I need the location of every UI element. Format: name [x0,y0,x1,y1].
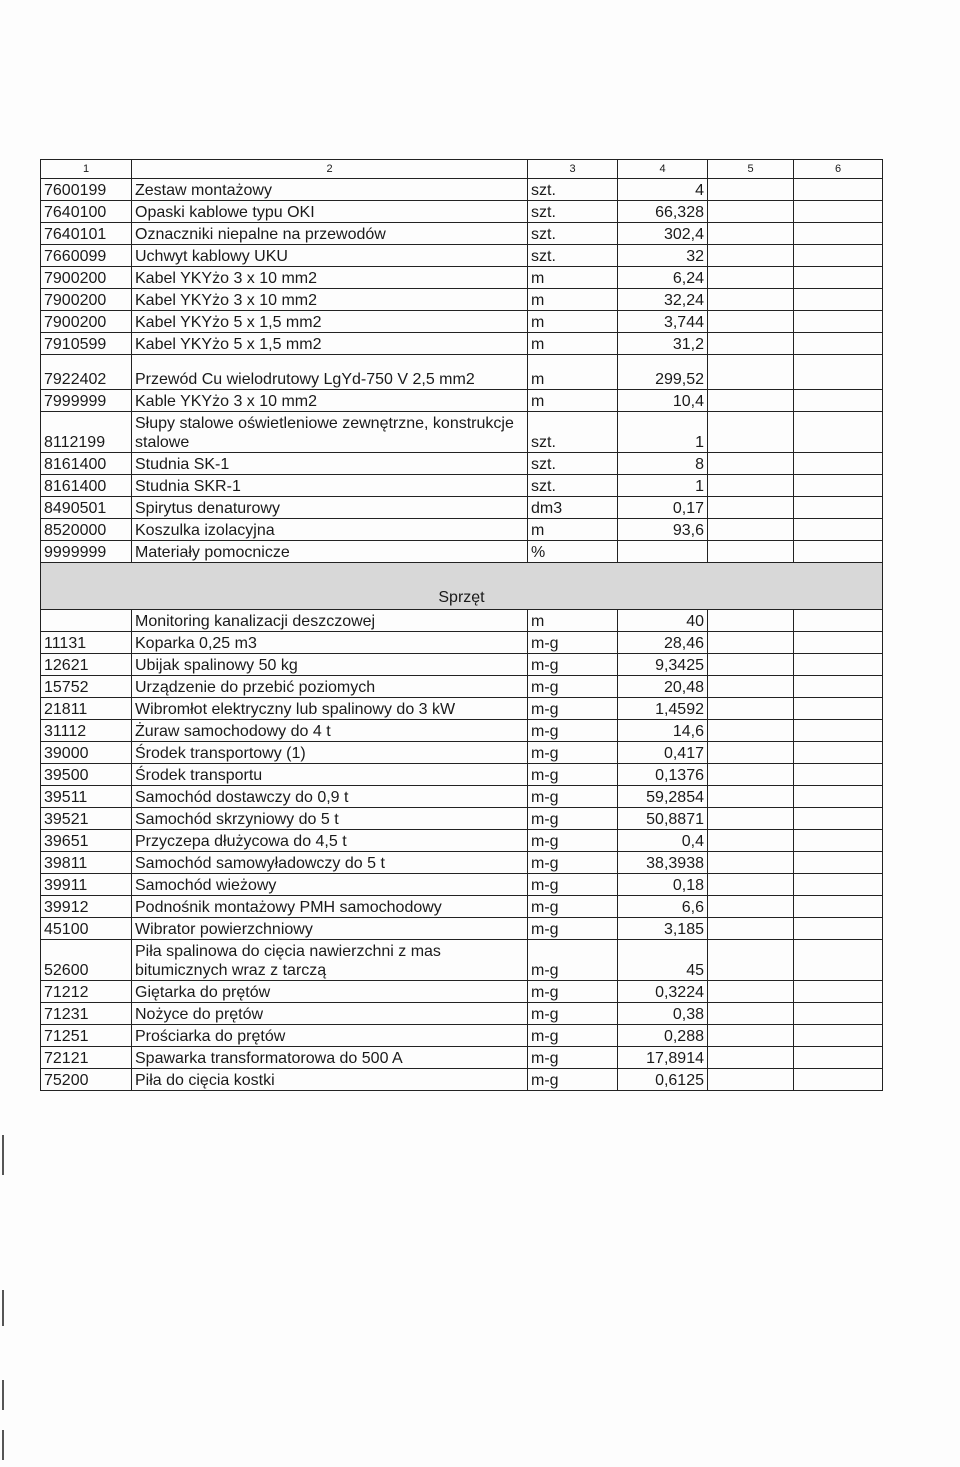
item-unit: m-g [528,852,618,874]
empty-cell [708,896,794,918]
item-unit: m-g [528,764,618,786]
column-number: 4 [618,160,708,179]
item-name: Wibromłot elektryczny lub spalinowy do 3 kW [132,698,528,720]
item-code: 75200 [41,1069,132,1091]
empty-cell [708,497,794,519]
item-name: Spawarka transformatorowa do 500 A [132,1047,528,1069]
item-quantity: 6,24 [618,267,708,289]
item-name: Oznaczniki niepalne na przewodów [132,223,528,245]
empty-cell [794,179,883,201]
item-unit: m-g [528,981,618,1003]
empty-cell [794,245,883,267]
empty-cell [708,940,794,981]
item-code: 9999999 [41,541,132,563]
empty-cell [794,1069,883,1091]
item-unit: m-g [528,874,618,896]
item-quantity: 45 [618,940,708,981]
item-unit: % [528,541,618,563]
table-row [41,1047,883,1069]
empty-cell [794,698,883,720]
empty-cell [708,1025,794,1047]
item-unit: m-g [528,918,618,940]
table-row [41,541,883,563]
item-unit: m-g [528,1003,618,1025]
column-number: 1 [41,160,132,179]
item-quantity: 3,185 [618,918,708,940]
empty-cell [794,808,883,830]
item-code: 72121 [41,1047,132,1069]
item-unit: m [528,333,618,355]
item-name: Ubijak spalinowy 50 kg [132,654,528,676]
item-name: Monitoring kanalizacji deszczowej [132,610,528,632]
column-number: 3 [528,160,618,179]
item-code: 39911 [41,874,132,896]
table-row [41,1025,883,1047]
item-quantity: 1 [618,475,708,497]
section-title: Sprzęt [41,563,883,610]
item-unit: m-g [528,896,618,918]
table-row [41,311,883,333]
empty-cell [708,742,794,764]
item-code: 7640101 [41,223,132,245]
empty-cell [794,333,883,355]
item-code: 7900200 [41,289,132,311]
table-row [41,610,883,632]
item-code: 71212 [41,981,132,1003]
empty-cell [708,453,794,475]
table-row [41,223,883,245]
empty-cell [708,267,794,289]
item-unit: szt. [528,179,618,201]
item-quantity: 4 [618,179,708,201]
item-name: Samochód dostawczy do 0,9 t [132,786,528,808]
table-row [41,918,883,940]
item-unit: szt. [528,223,618,245]
item-quantity: 20,48 [618,676,708,698]
empty-cell [708,1069,794,1091]
item-quantity: 0,1376 [618,764,708,786]
item-quantity: 8 [618,453,708,475]
item-quantity: 38,3938 [618,852,708,874]
table-row [41,830,883,852]
table-row [41,519,883,541]
table-row [41,981,883,1003]
empty-cell [794,981,883,1003]
item-code: 12621 [41,654,132,676]
empty-cell [794,453,883,475]
empty-cell [794,412,883,453]
table-row [41,632,883,654]
empty-cell [794,676,883,698]
item-unit: szt. [528,412,618,453]
empty-cell [708,541,794,563]
empty-cell [708,874,794,896]
item-quantity: 10,4 [618,390,708,412]
empty-cell [708,786,794,808]
item-unit: m-g [528,698,618,720]
item-name: Urządzenie do przebić poziomych [132,676,528,698]
scan-edge-mark [2,1135,4,1175]
table-row [41,453,883,475]
table-row [41,874,883,896]
empty-cell [708,245,794,267]
empty-cell [708,808,794,830]
item-code: 7910599 [41,333,132,355]
empty-cell [708,981,794,1003]
item-quantity: 59,2854 [618,786,708,808]
empty-cell [794,852,883,874]
item-code: 71231 [41,1003,132,1025]
item-quantity: 6,6 [618,896,708,918]
item-unit: m-g [528,1069,618,1091]
item-code: 39912 [41,896,132,918]
item-code: 39651 [41,830,132,852]
empty-cell [794,201,883,223]
empty-cell [794,1003,883,1025]
item-name: Przyczepa dłużycowa do 4,5 t [132,830,528,852]
item-unit: m-g [528,720,618,742]
column-number: 2 [132,160,528,179]
empty-cell [794,632,883,654]
empty-cell [708,698,794,720]
empty-cell [794,267,883,289]
item-code: 39000 [41,742,132,764]
item-code: 39811 [41,852,132,874]
item-unit: m [528,610,618,632]
item-name: Środek transportowy (1) [132,742,528,764]
item-unit: m-g [528,830,618,852]
empty-cell [708,610,794,632]
empty-cell [708,830,794,852]
item-unit: m [528,289,618,311]
item-name: Kabel YKYżo 3 x 10 mm2 [132,267,528,289]
item-unit: dm3 [528,497,618,519]
item-name: Uchwyt kablowy UKU [132,245,528,267]
item-quantity: 40 [618,610,708,632]
item-code: 52600 [41,940,132,981]
empty-cell [708,223,794,245]
item-code: 39511 [41,786,132,808]
item-quantity: 31,2 [618,333,708,355]
item-name: Samochód skrzyniowy do 5 t [132,808,528,830]
item-unit: m-g [528,676,618,698]
table-row [41,698,883,720]
item-code [41,610,132,632]
item-code: 7660099 [41,245,132,267]
table-row [41,786,883,808]
item-name: Studnia SKR-1 [132,475,528,497]
item-unit: m [528,311,618,333]
table-row [41,676,883,698]
empty-cell [708,1047,794,1069]
item-unit: szt. [528,201,618,223]
item-quantity: 14,6 [618,720,708,742]
item-name: Wibrator powierzchniowy [132,918,528,940]
empty-cell [794,1025,883,1047]
column-number: 6 [794,160,883,179]
empty-cell [794,786,883,808]
empty-cell [794,289,883,311]
item-quantity: 0,288 [618,1025,708,1047]
table-row [41,1069,883,1091]
item-quantity: 32 [618,245,708,267]
empty-cell [794,742,883,764]
item-unit: m-g [528,1047,618,1069]
table-row [41,289,883,311]
empty-cell [708,720,794,742]
item-code: 7600199 [41,179,132,201]
empty-cell [708,918,794,940]
empty-cell [708,519,794,541]
item-code: 7640100 [41,201,132,223]
empty-cell [794,311,883,333]
item-unit: szt. [528,475,618,497]
empty-cell [708,289,794,311]
empty-cell [794,541,883,563]
item-name: Prościarka do prętów [132,1025,528,1047]
empty-cell [708,654,794,676]
item-quantity: 0,3224 [618,981,708,1003]
item-name: Kabel YKYżo 5 x 1,5 mm2 [132,333,528,355]
column-number: 5 [708,160,794,179]
item-quantity [618,541,708,563]
table-row [41,412,883,453]
item-unit: m-g [528,940,618,981]
item-name: Opaski kablowe typu OKI [132,201,528,223]
item-code: 8161400 [41,453,132,475]
table-row [41,764,883,786]
item-code: 7999999 [41,390,132,412]
item-code: 71251 [41,1025,132,1047]
empty-cell [794,918,883,940]
table-row [41,1003,883,1025]
item-name: Kabel YKYżo 3 x 10 mm2 [132,289,528,311]
item-name: Spirytus denaturowy [132,497,528,519]
empty-cell [708,475,794,497]
item-quantity: 0,38 [618,1003,708,1025]
table-row [41,896,883,918]
empty-cell [794,874,883,896]
item-quantity: 28,46 [618,632,708,654]
empty-cell [794,497,883,519]
item-quantity: 302,4 [618,223,708,245]
empty-cell [794,720,883,742]
item-code: 7900200 [41,311,132,333]
cost-table [40,159,883,1091]
item-quantity: 93,6 [618,519,708,541]
item-quantity: 66,328 [618,201,708,223]
table-row [41,390,883,412]
item-code: 7922402 [41,355,132,390]
item-name: Słupy stalowe oświetleniowe zewnętrzne, konstrukcje stalowe [132,412,528,453]
item-code: 8520000 [41,519,132,541]
item-code: 45100 [41,918,132,940]
table-row [41,201,883,223]
item-name: Środek transportu [132,764,528,786]
item-quantity: 0,4 [618,830,708,852]
item-unit: m [528,355,618,390]
item-unit: m-g [528,786,618,808]
item-code: 8161400 [41,475,132,497]
empty-cell [708,1003,794,1025]
table-row [41,333,883,355]
column-number-row [41,160,883,179]
table-row [41,654,883,676]
item-name: Podnośnik montażowy PMH samochodowy [132,896,528,918]
item-name: Studnia SK-1 [132,453,528,475]
empty-cell [794,223,883,245]
item-unit: szt. [528,245,618,267]
empty-cell [794,390,883,412]
item-name: Żuraw samochodowy do 4 t [132,720,528,742]
scan-edge-mark [2,1430,4,1460]
item-name: Samochód wieżowy [132,874,528,896]
scan-edge-mark [2,1290,4,1326]
item-quantity: 32,24 [618,289,708,311]
item-quantity: 9,3425 [618,654,708,676]
item-unit: m [528,519,618,541]
empty-cell [794,896,883,918]
empty-cell [708,179,794,201]
item-quantity: 299,52 [618,355,708,390]
item-quantity: 0,17 [618,497,708,519]
empty-cell [794,475,883,497]
empty-cell [708,355,794,390]
item-quantity: 3,744 [618,311,708,333]
table-row [41,940,883,981]
item-name: Samochód samowyładowczy do 5 t [132,852,528,874]
empty-cell [794,764,883,786]
item-name: Kabel YKYżo 5 x 1,5 mm2 [132,311,528,333]
item-code: 31112 [41,720,132,742]
item-name: Przewód Cu wielodrutowy LgYd-750 V 2,5 mm2 [132,355,528,390]
table-row [41,267,883,289]
item-unit: m [528,267,618,289]
table-row [41,355,883,390]
item-code: 21811 [41,698,132,720]
item-quantity: 0,417 [618,742,708,764]
empty-cell [794,830,883,852]
scan-edge-mark [2,1380,4,1410]
item-code: 39500 [41,764,132,786]
table-row [41,808,883,830]
table-row [41,852,883,874]
item-unit: m-g [528,808,618,830]
item-code: 39521 [41,808,132,830]
empty-cell [708,390,794,412]
empty-cell [708,201,794,223]
item-name: Kable YKYżo 3 x 10 mm2 [132,390,528,412]
item-quantity: 17,8914 [618,1047,708,1069]
item-quantity: 0,6125 [618,1069,708,1091]
empty-cell [708,676,794,698]
item-code: 15752 [41,676,132,698]
item-code: 8112199 [41,412,132,453]
item-quantity: 0,18 [618,874,708,896]
item-unit: m [528,390,618,412]
item-code: 8490501 [41,497,132,519]
empty-cell [708,852,794,874]
table-row [41,475,883,497]
section-header-row [41,563,883,610]
item-unit: m-g [528,1025,618,1047]
item-name: Materiały pomocnicze [132,541,528,563]
item-quantity: 1,4592 [618,698,708,720]
empty-cell [794,355,883,390]
empty-cell [794,519,883,541]
item-quantity: 1 [618,412,708,453]
table-row [41,742,883,764]
item-code: 11131 [41,632,132,654]
item-name: Piła do cięcia kostki [132,1069,528,1091]
item-name: Koparka 0,25 m3 [132,632,528,654]
item-name: Piła spalinowa do cięcia nawierzchni z mas bitumicznych wraz z tarczą [132,940,528,981]
empty-cell [794,654,883,676]
empty-cell [708,311,794,333]
table-row [41,497,883,519]
item-unit: m-g [528,632,618,654]
empty-cell [708,412,794,453]
table-row [41,720,883,742]
item-code: 7900200 [41,267,132,289]
item-name: Giętarka do prętów [132,981,528,1003]
empty-cell [708,632,794,654]
empty-cell [794,940,883,981]
item-unit: szt. [528,453,618,475]
empty-cell [794,610,883,632]
item-name: Nożyce do prętów [132,1003,528,1025]
empty-cell [794,1047,883,1069]
item-unit: m-g [528,742,618,764]
empty-cell [708,333,794,355]
item-name: Koszulka izolacyjna [132,519,528,541]
empty-cell [708,764,794,786]
item-name: Zestaw montażowy [132,179,528,201]
item-quantity: 50,8871 [618,808,708,830]
table-row [41,179,883,201]
table-row [41,245,883,267]
item-unit: m-g [528,654,618,676]
